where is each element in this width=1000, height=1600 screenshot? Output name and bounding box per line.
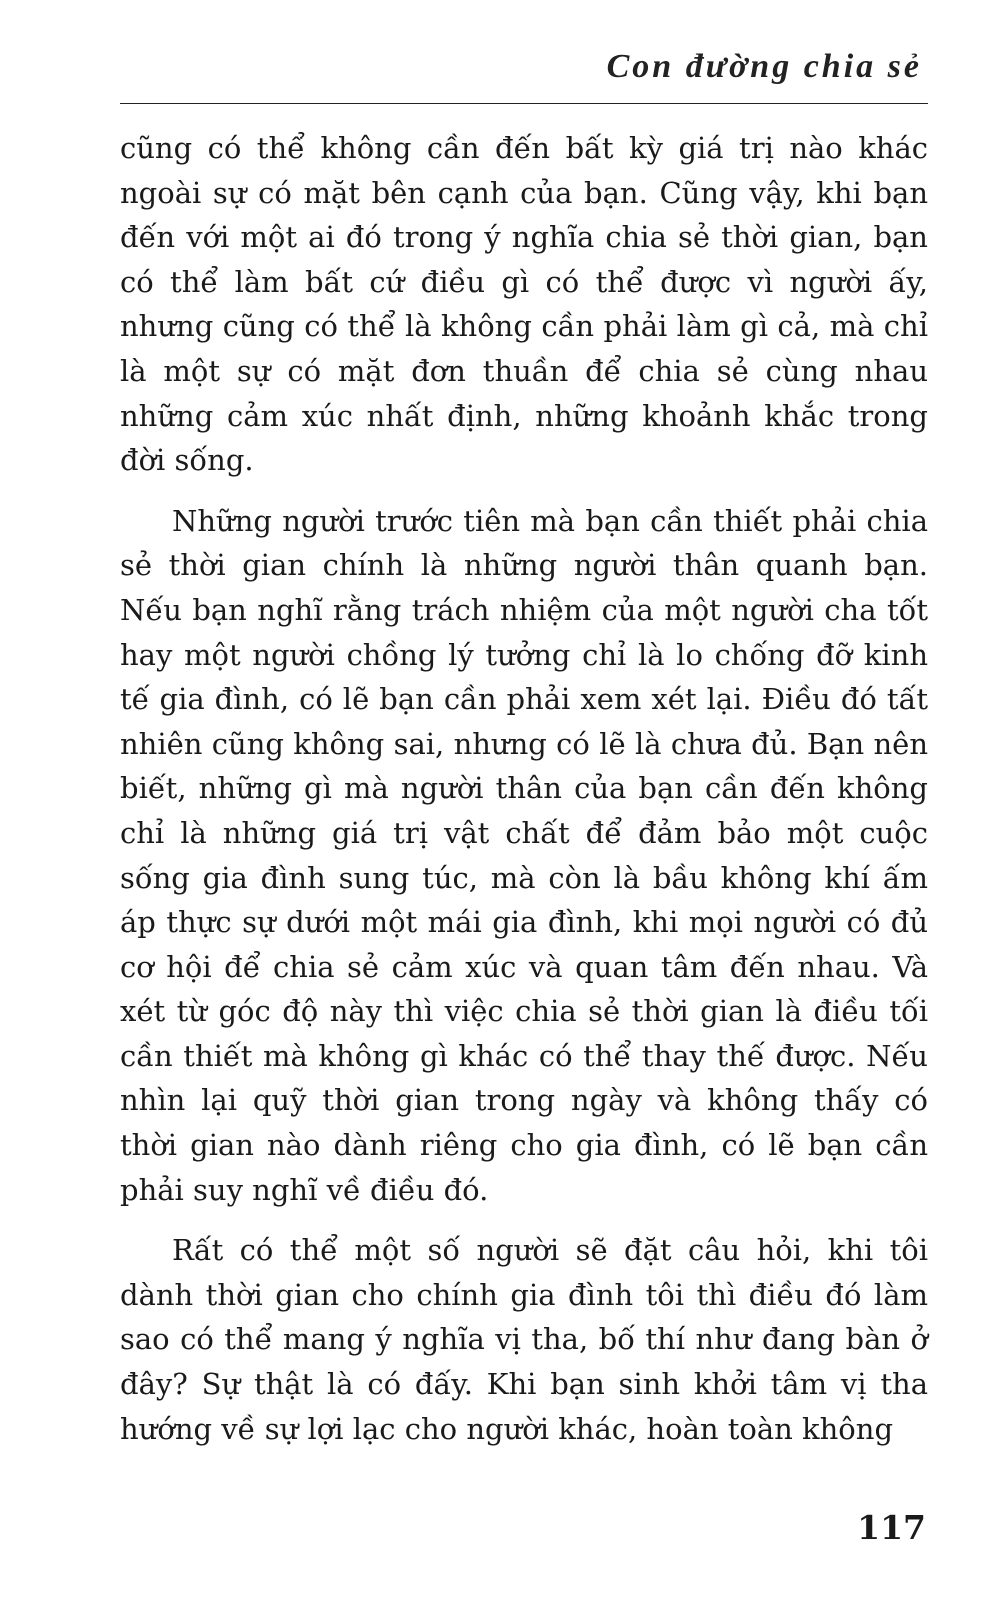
paragraph-continuation: cũng có thể không cần đến bất kỳ giá trị nào khác ngoài sự có mặt bên cạnh của bạn. Cũng vậy, khi bạn đến với một ai đó trong ý nghĩa chia sẻ thời gian, bạn có thể làm bất cứ điều gì có thể được vì người ấy, nhưng cũng có thể là không cần phải làm gì cả, mà chỉ là một sự có mặt đơn thuần để chia sẻ cùng nhau những cảm xúc nhất định, những khoảnh khắc trong đời sống. [120,131,928,478]
page-number: 117 [857,1508,926,1547]
body-text [120,126,928,1451]
paragraph: Rất có thể một số người sẽ đặt câu hỏi, khi tôi dành thời gian cho chính gia đình tôi thì điều đó làm sao có thể mang ý nghĩa vị tha, bố thí như đang bàn ở đây? Sự thật là có đấy. Khi bạn sinh khởi tâm vị tha hướng về sự lợi lạc cho người khác, hoàn toàn không [120,1233,928,1446]
running-header-title: Con đường chia sẻ [606,48,922,85]
paragraph: Những người trước tiên mà bạn cần thiết phải chia sẻ thời gian chính là những người thân quanh bạn. Nếu bạn nghĩ rằng trách nhiệm của một người cha tốt hay một người chồng lý tưởng chỉ là lo chống đỡ kinh tế gia đình, có lẽ bạn cần phải xem xét lại. Điều đó tất nhiên cũng không sai, nhưng có lẽ là chưa đủ. Bạn nên biết, những gì mà người thân của bạn cần đến không chỉ là những giá trị vật chất để đảm bảo một cuộc sống gia đình sung túc, mà còn là bầu không khí ấm áp thực sự dưới một mái gia đình, khi mọi người có đủ cơ hội để chia sẻ cảm xúc và quan tâm đến nhau. Và xét từ góc độ này thì việc chia sẻ thời gian là điều tối cần thiết mà không gì khác có thể thay thế được. Nếu nhìn lại quỹ thời gian trong ngày và không thấy có thời gian nào dành riêng cho gia đình, có lẽ bạn cần phải suy nghĩ về điều đó. [120,503,928,1207]
header-divider [120,103,928,104]
